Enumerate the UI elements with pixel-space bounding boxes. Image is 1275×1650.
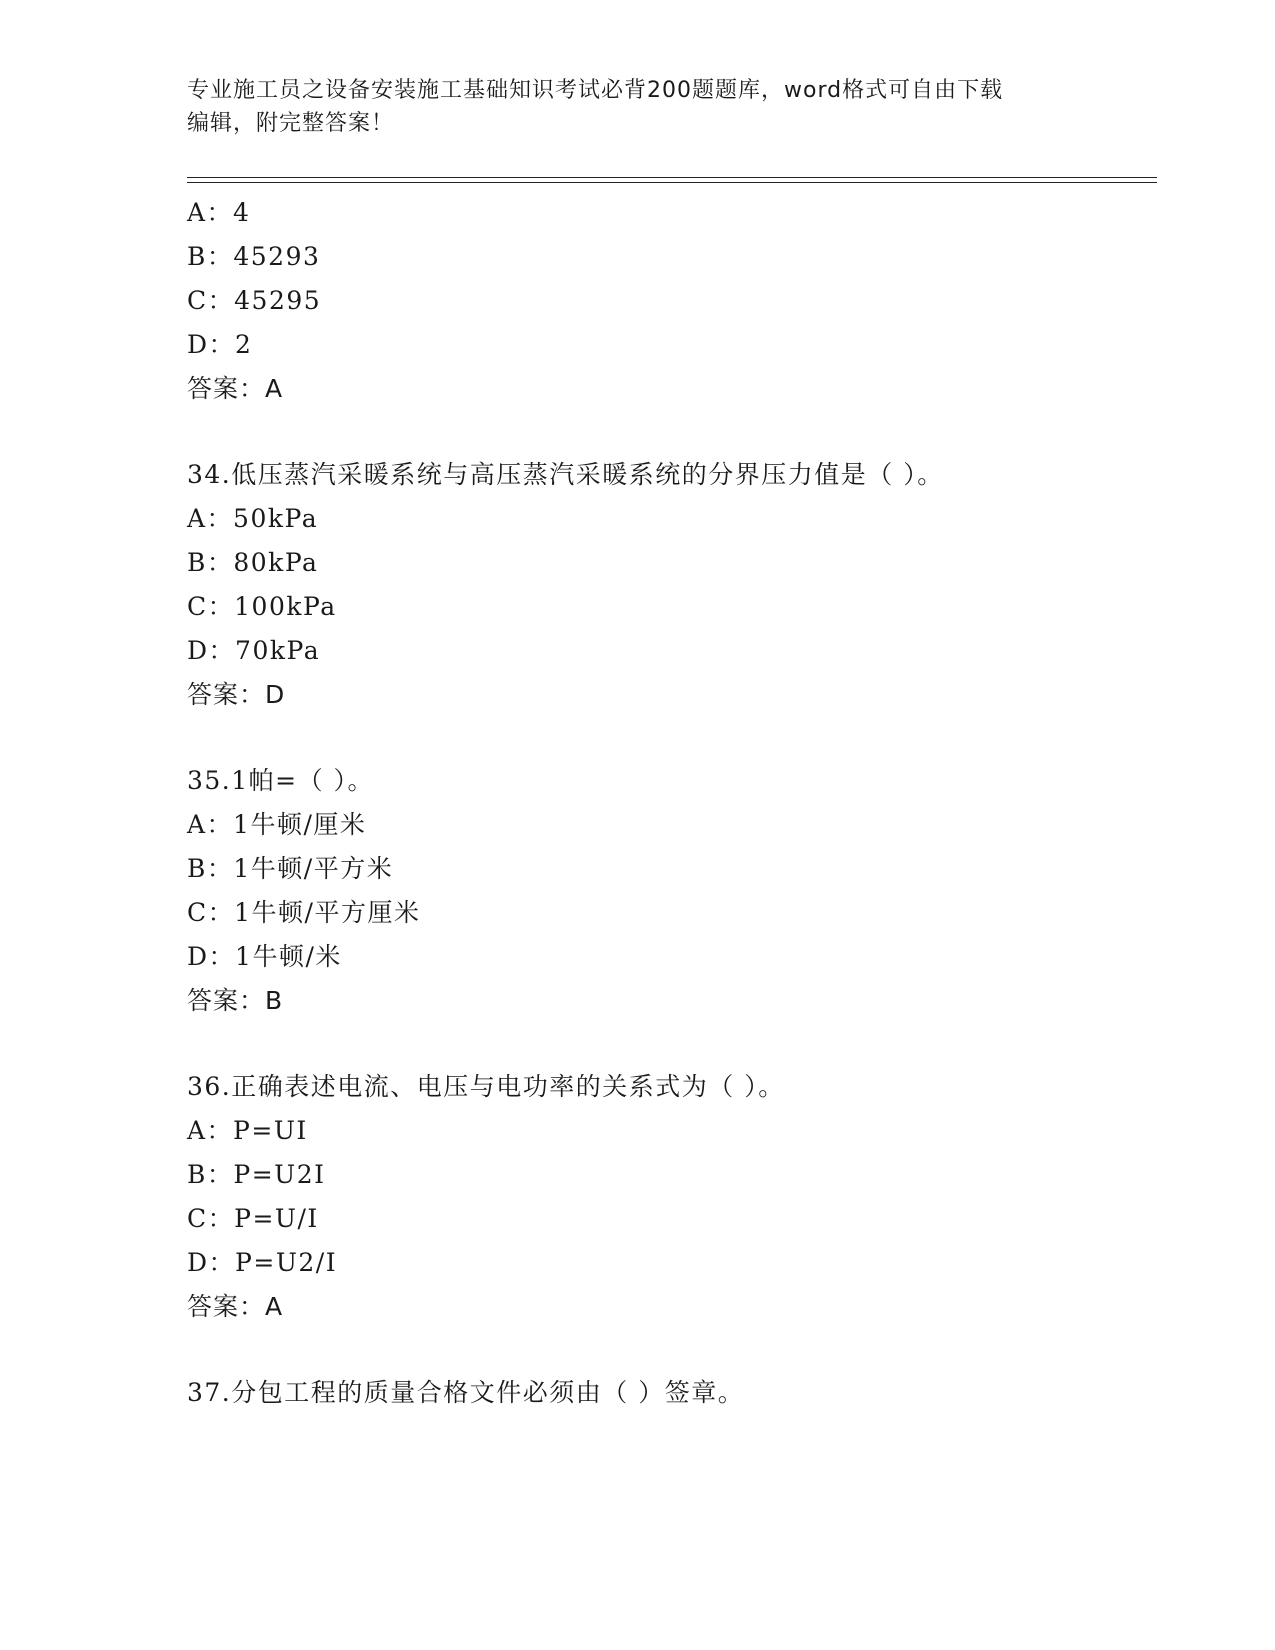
document-header <box>187 74 1087 140</box>
q36-answer: 答案：A <box>187 1292 284 1321</box>
q35-answer: 答案：B <box>187 986 284 1015</box>
q36-option-c: C：P=U/I <box>187 1204 319 1233</box>
q35-option-c: C：1牛顿/平方厘米 <box>187 898 421 927</box>
q36-option-a: A：P=UI <box>187 1116 308 1145</box>
header-line-1: 专业施工员之设备安装施工基础知识考试必背200题题库，word格式可自由下载 <box>187 78 1004 103</box>
header-divider-top <box>187 177 1157 178</box>
q33-option-c: C：45295 <box>187 286 322 315</box>
q37-stem: 37.分包工程的质量合格文件必须由（ ）签章。 <box>187 1378 745 1407</box>
header-line-2: 编辑，附完整答案！ <box>187 111 395 136</box>
q35-option-d: D：1牛顿/米 <box>187 942 342 971</box>
q34-option-d: D：70kPa <box>187 636 321 665</box>
q36-option-b: B：P=U2I <box>187 1160 326 1189</box>
q35-stem: 35.1帕=（ ）。 <box>187 766 375 795</box>
q34-option-c: C：100kPa <box>187 592 337 621</box>
q36-stem: 36.正确表述电流、电压与电功率的关系式为（ ）。 <box>187 1072 785 1101</box>
q36-option-d: D：P=U2/I <box>187 1248 338 1277</box>
q35-option-a: A：1牛顿/厘米 <box>187 810 367 839</box>
q34-stem: 34.低压蒸汽采暖系统与高压蒸汽采暖系统的分界压力值是（ ）。 <box>187 460 944 489</box>
q34-option-a: A：50kPa <box>187 504 319 533</box>
q34-answer: 答案：D <box>187 680 286 709</box>
q33-option-d: D：2 <box>187 330 253 359</box>
q35-option-b: B：1牛顿/平方米 <box>187 854 394 883</box>
q34-option-b: B：80kPa <box>187 548 319 577</box>
q33-option-b: B：45293 <box>187 242 321 271</box>
header-divider-bottom <box>187 182 1157 183</box>
q33-option-a: A：4 <box>187 198 251 227</box>
q33-answer: 答案：A <box>187 374 284 403</box>
